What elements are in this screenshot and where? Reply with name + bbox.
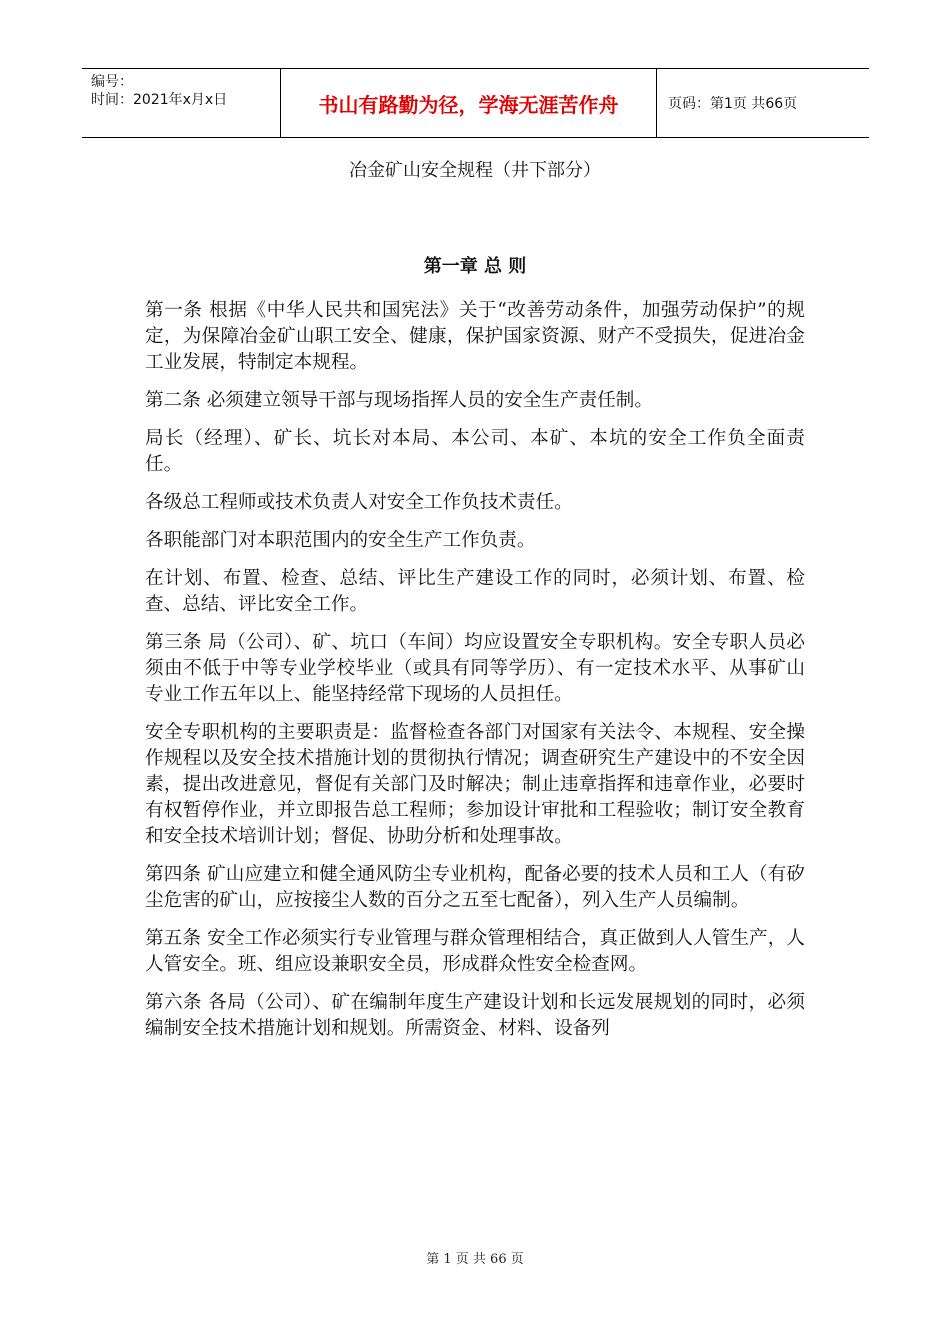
paragraph: 安全专职机构的主要职责是：监督检查各部门对国家有关法令、本规程、安全操作规程以及安全技术措施计划的贯彻执行情况；调查研究生产建设中的不安全因素，提出改进意见，督促有关部门及时解决；制止违章指挥和违章作业，必要时有权暂停作业，并立即报告总工程师；参加设计审批和工程验收；制订安全教育和安全技术培训计划；督促、协助分析和处理事故。: [145, 722, 805, 847]
paragraph: 各职能部门对本职范围内的安全生产工作负责。: [145, 530, 536, 551]
page-footer: 第 1 页 共 66 页: [426, 1252, 524, 1267]
paragraph: 第三条 局（公司）、矿、坑口（车间）均应设置安全专职机构。安全专职人员必须由不低于中等专业学校毕业（或具有同等学历）、有一定技术水平、从事矿山专业工作五年以上、能坚持经常下现场的人员担任。: [145, 632, 805, 705]
document-body: [145, 298, 805, 1054]
paragraph: 在计划、布置、检查、总结、评比生产建设工作的同时，必须计划、布置、检查、总结、评比安全工作。: [145, 568, 805, 615]
header-meta-cell: [82, 69, 281, 137]
paragraph: 第六条 各局（公司）、矿在编制年度生产建设计划和长远发展规划的同时，必须编制安全技术措施计划和规划。所需资金、材料、设备列: [145, 992, 805, 1039]
date-label: 时间：2021年x月x日: [91, 92, 228, 108]
motto-text: 书山有路勤为径，学海无涯苦作舟: [318, 92, 619, 117]
header-page-cell: [657, 69, 869, 137]
chapter-title: 第一章 总 则: [423, 256, 527, 277]
paragraph: 第一条 根据《中华人民共和国宪法》关于“改善劳动条件，加强劳动保护”的规定，为保障冶金矿山职工安全、健康，保护国家资源、财产不受损失，促进冶金工业发展，特制定本规程。: [145, 300, 805, 373]
header-table: [82, 68, 869, 138]
paragraph: 第四条 矿山应建立和健全通风防尘专业机构，配备必要的技术人员和工人（有矽尘危害的矿山，应按接尘人数的百分之五至七配备），列入生产人员编制。: [145, 864, 805, 911]
document-title: 冶金矿山安全规程（井下部分）: [349, 160, 601, 181]
paragraph: 第五条 安全工作必须实行专业管理与群众管理相结合，真正做到人人管生产，人人管安全。班、组应设兼职安全员，形成群众性安全检查网。: [145, 928, 805, 975]
number-label: 编号：: [91, 74, 133, 90]
paragraph: 第二条 必须建立领导干部与现场指挥人员的安全生产责任制。: [145, 390, 653, 411]
paragraph: 局长（经理）、矿长、坑长对本局、本公司、本矿、本坑的安全工作负全面责任。: [145, 428, 805, 475]
page-info: 页码：第1页 共66页: [668, 96, 798, 112]
paragraph: 各级总工程师或技术负责人对安全工作负技术责任。: [145, 492, 573, 513]
header-motto-cell: [281, 69, 657, 137]
